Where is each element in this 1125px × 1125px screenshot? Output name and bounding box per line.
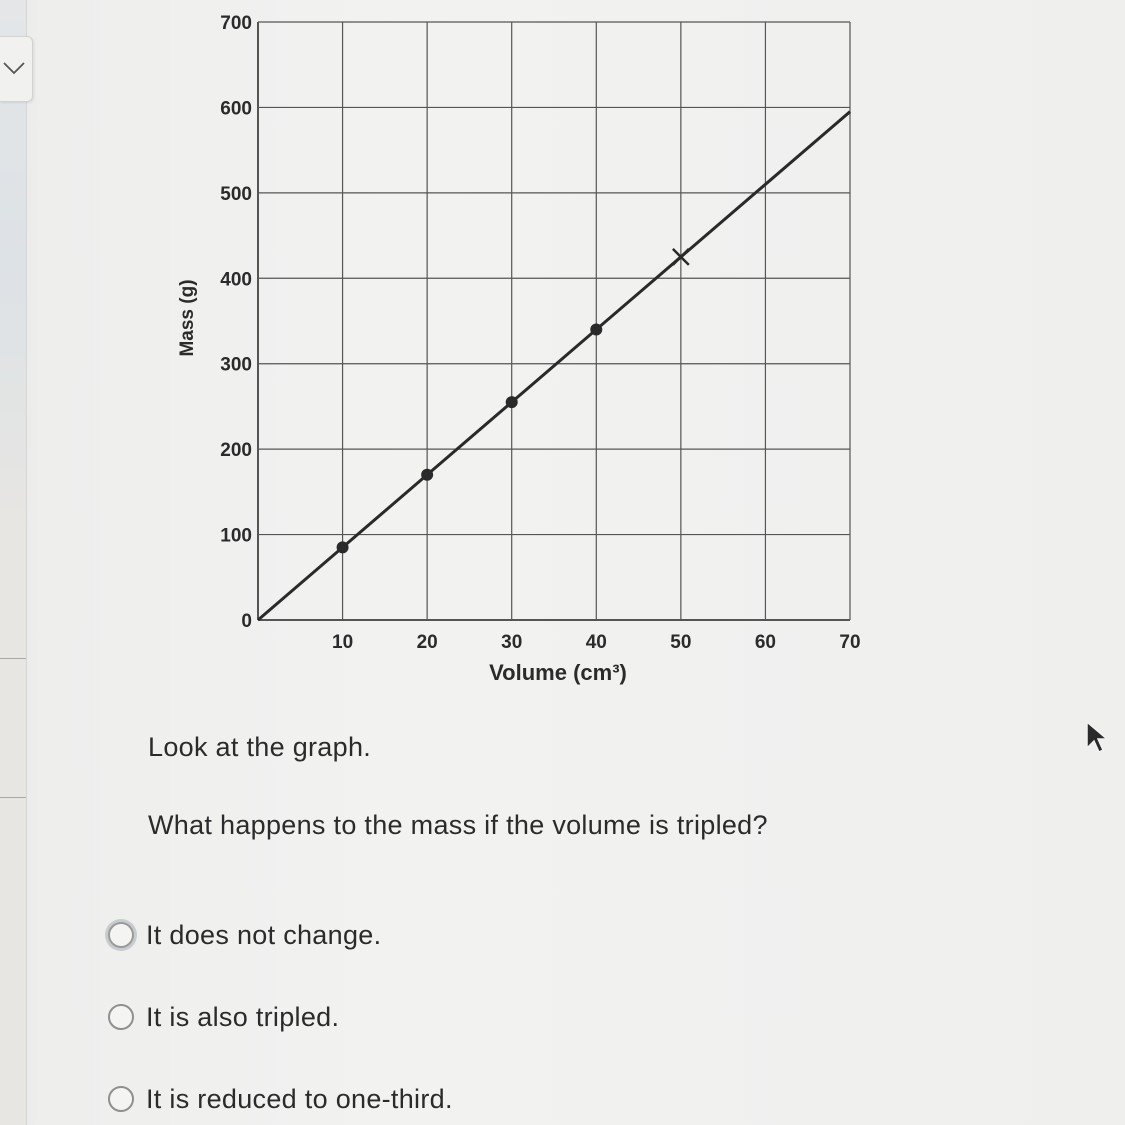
- answer-option-2[interactable]: [108, 997, 339, 1037]
- x-axis-label: Volume (cm³): [489, 660, 627, 685]
- y-tick-label: 700: [220, 13, 252, 34]
- x-tick-label: 50: [670, 632, 692, 653]
- x-tick-label: 60: [754, 632, 776, 653]
- panel-divider: [0, 658, 26, 659]
- question-text: What happens to the mass if the volume is tripled?: [148, 810, 768, 840]
- chevron-down-icon: [2, 61, 26, 75]
- y-tick-label: 600: [220, 98, 252, 120]
- radio-button[interactable]: [108, 1086, 134, 1112]
- panel-divider: [0, 797, 26, 798]
- option-label: It does not change.: [146, 919, 382, 950]
- x-axis-ticks: [332, 632, 861, 653]
- y-tick-label: 300: [220, 354, 252, 376]
- radio-button[interactable]: [108, 922, 134, 948]
- y-axis-ticks: [220, 13, 252, 632]
- mass-volume-chart: [160, 0, 880, 700]
- data-point-dot: [506, 396, 518, 408]
- x-tick-label: 20: [416, 632, 438, 653]
- option-label: It is also tripled.: [146, 1001, 340, 1032]
- y-tick-label: 100: [220, 525, 252, 547]
- y-tick-label: 500: [220, 183, 252, 205]
- y-axis-label: Mass (g): [177, 279, 198, 357]
- y-tick-label: 400: [220, 269, 252, 291]
- collapse-toggle-button[interactable]: [0, 36, 33, 102]
- data-point-dot: [590, 324, 602, 336]
- y-tick-label: 200: [220, 440, 252, 462]
- data-point-dot: [337, 541, 349, 553]
- x-tick-label: 40: [585, 632, 607, 653]
- x-tick-label: 30: [501, 632, 523, 653]
- answer-option-3[interactable]: [108, 1079, 453, 1119]
- x-tick-label: 70: [839, 632, 861, 653]
- answer-option-1[interactable]: [108, 915, 381, 955]
- chart-grid: [258, 22, 850, 620]
- mouse-pointer-icon: [1084, 720, 1110, 756]
- radio-button[interactable]: [108, 1004, 134, 1030]
- y-tick-label: 0: [241, 611, 252, 632]
- question-prompt: Look at the graph.: [148, 732, 372, 762]
- data-point-dot: [421, 469, 433, 481]
- chart-series: [258, 112, 850, 620]
- x-tick-label: 10: [332, 632, 354, 653]
- option-label: It is reduced to one-third.: [146, 1083, 453, 1114]
- left-side-panel: [0, 0, 27, 1125]
